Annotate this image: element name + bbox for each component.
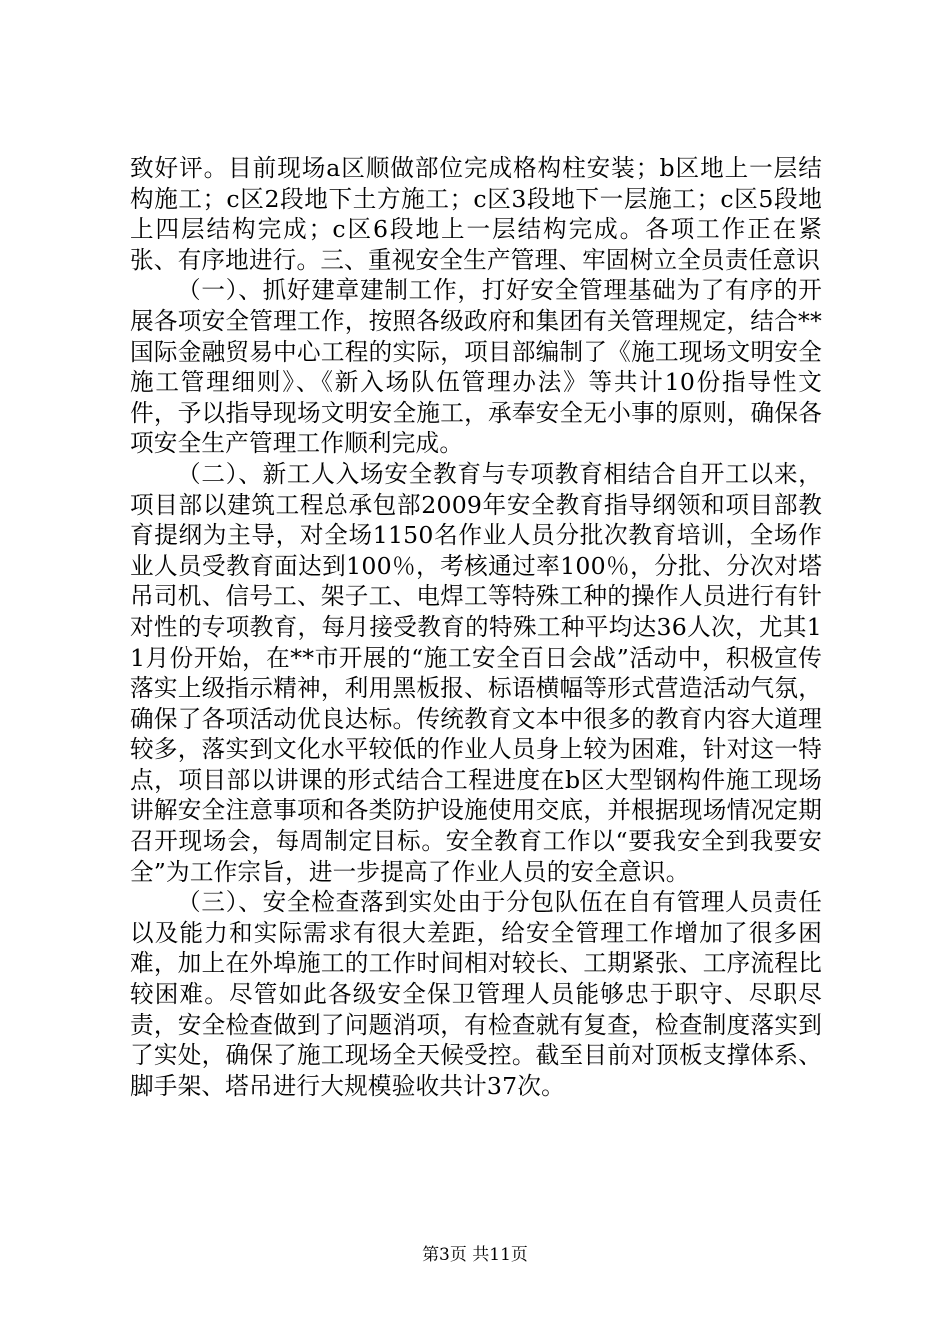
- paragraph-2: （一）、抓好建章建制工作，打好安全管理基础为了有序的开展各项安全管理工作，按照各级政府和集团有关管理规定，结合**国际金融贸易中心工程的实际，项目部编制了《施工现场文明安全施工管理细则》、《新入场队伍管理办法》等共计10份指导性文件，予以指导现场文明安全施工，承奉安全无小事的原则，确保各项安全生产管理工作顺利完成。: [130, 276, 822, 458]
- paragraph-3: （二）、新工人入场安全教育与专项教育相结合自开工以来，项目部以建筑工程总承包部2009年安全教育指导纲领和项目部教育提纲为主导，对全场1150名作业人员分批次教育培训，全场作业人员受教育面达到100％，考核通过率100％，分批、分次对塔吊司机、信号工、架子工、电焊工等特殊工种的操作人员进行有针对性的专项教育，每月接受教育的特殊工种平均达36人次，尤其11月份开始，在**市开展的“施工安全百日会战”活动中，积极宣传落实上级指示精神，利用黑板报、标语横幅等形式营造活动气氛，确保了各项活动优良达标。传统教育文本中很多的教育内容大道理较多，落实到文化水平较低的作业人员身上较为困难，针对这一特点，项目部以讲课的形式结合工程进度在b区大型钢构件施工现场讲解安全注意事项和各类防护设施使用交底，并根据现场情况定期召开现场会，每周制定目标。安全教育工作以“要我安全到我要安全”为工作宗旨，进一步提高了作业人员的安全意识。: [130, 459, 822, 886]
- paragraph-1: 致好评。目前现场a区顺做部位完成格构柱安装；b区地上一层结构施工；c区2段地下土方施工；c区3段地下一层施工；c区5段地上四层结构完成；c区6段地上一层结构完成。各项工作正在紧张、有序地进行。三、重视安全生产管理、牢固树立全员责任意识: [130, 154, 822, 274]
- document-body: [130, 153, 822, 1101]
- page-number: 第3页 共11页: [422, 1245, 528, 1265]
- paragraph-4: （三）、安全检查落到实处由于分包队伍在自有管理人员责任以及能力和实际需求有很大差距，给安全管理工作增加了很多困难，加上在外埠施工的工作时间相对较长、工期紧张、工序流程比较困难。尽管如此各级安全保卫管理人员能够忠于职守、尽职尽责，安全检查做到了问题消项，有检查就有复查，检查制度落实到了实处，确保了施工现场全天候受控。截至目前对顶板支撑体系、脚手架、塔吊进行大规模验收共计37次。: [130, 888, 822, 1100]
- page-footer: [0, 1244, 950, 1266]
